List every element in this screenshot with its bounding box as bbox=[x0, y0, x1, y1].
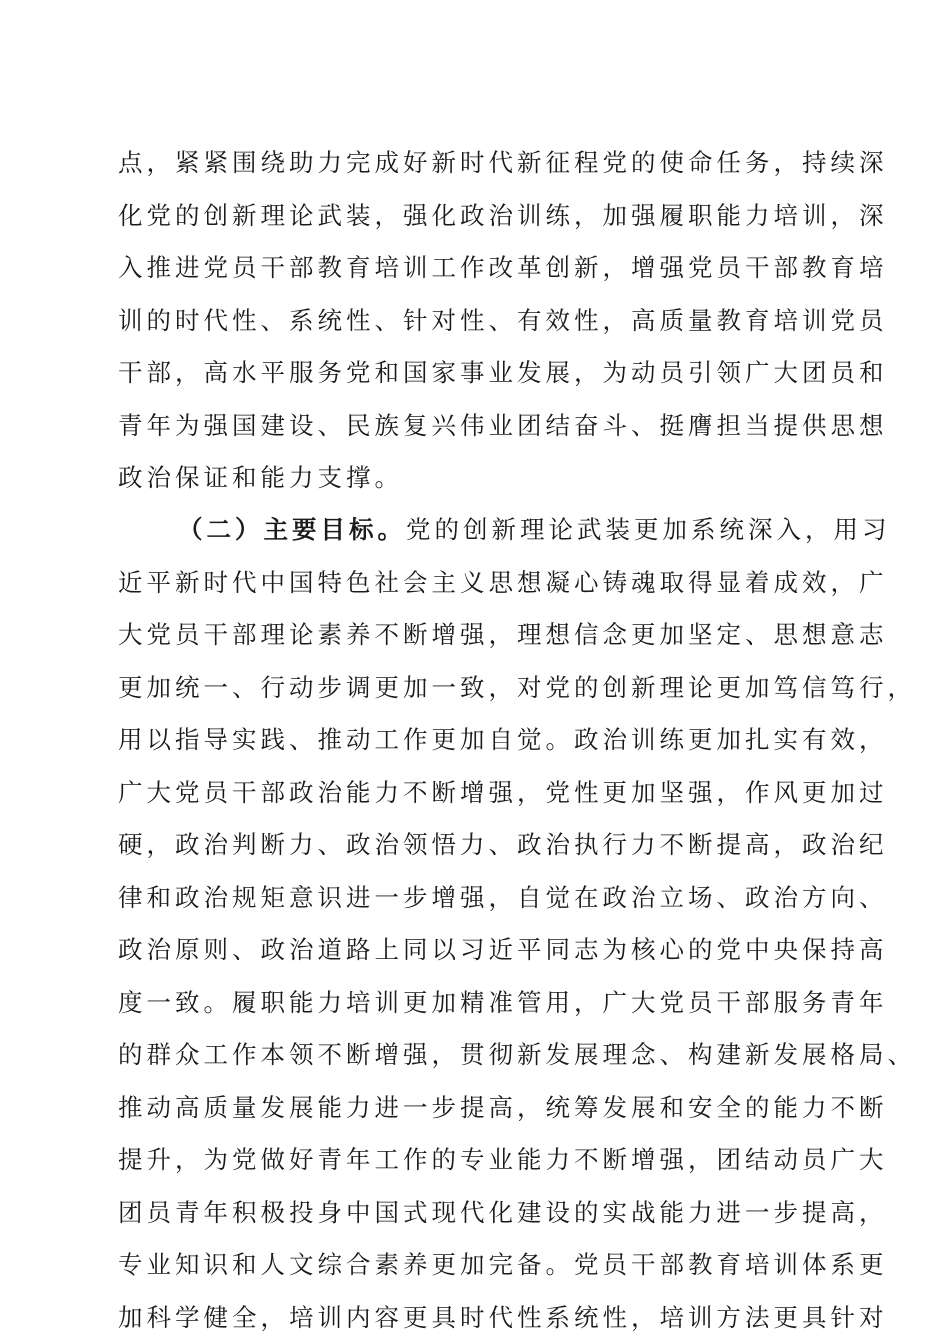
text-line: 律和政治规矩意识进一步增强，自觉在政治立场、政治方向、 bbox=[118, 883, 888, 912]
text-line: 化党的创新理论武装，强化政治训练，加强履职能力培训，深 bbox=[118, 201, 888, 230]
text-line: 训的时代性、系统性、针对性、有效性，高质量教育培训党员 bbox=[118, 306, 888, 335]
paragraph-2-first-line bbox=[178, 513, 891, 547]
text-line: 的群众工作本领不断增强，贯彻新发展理念、构建新发展格局、 bbox=[118, 1040, 916, 1069]
text-line: 更加统一、行动步调更加一致，对党的创新理论更加笃信笃行， bbox=[118, 673, 916, 702]
text-line: 广大党员干部政治能力不断增强，党性更加坚强，作风更加过 bbox=[118, 778, 888, 807]
text-line: 提升，为党做好青年工作的专业能力不断增强，团结动员广大 bbox=[118, 1145, 888, 1174]
section-heading: （二）主要目标。 bbox=[178, 515, 406, 544]
text-line: 硬，政治判断力、政治领悟力、政治执行力不断提高，政治纪 bbox=[118, 830, 888, 859]
text-line: 政治保证和能力支撑。 bbox=[118, 463, 403, 492]
text-line: 干部，高水平服务党和国家事业发展，为动员引领广大团员和 bbox=[118, 358, 888, 387]
text-line: 入推进党员干部教育培训工作改革创新，增强党员干部教育培 bbox=[118, 253, 888, 282]
text-line: 度一致。履职能力培训更加精准管用，广大党员干部服务青年 bbox=[118, 988, 888, 1017]
text-line: 团员青年积极投身中国式现代化建设的实战能力进一步提高， bbox=[118, 1198, 888, 1227]
text-line: 推动高质量发展能力进一步提高，统筹发展和安全的能力不断 bbox=[118, 1093, 888, 1122]
text-line: 政治原则、政治道路上同以习近平同志为核心的党中央保持高 bbox=[118, 935, 888, 964]
text-line: 青年为强国建设、民族复兴伟业团结奋斗、挺膺担当提供思想 bbox=[118, 411, 888, 440]
text-line: 加科学健全，培训内容更具时代性系统性，培训方法更具针对 bbox=[118, 1303, 888, 1332]
text-line: 大党员干部理论素养不断增强，理想信念更加坚定、思想意志 bbox=[118, 620, 888, 649]
text-line: 专业知识和人文综合素养更加完备。党员干部教育培训体系更 bbox=[118, 1250, 888, 1279]
text-line: 用以指导实践、推动工作更加自觉。政治训练更加扎实有效， bbox=[118, 725, 888, 754]
text-line: 点，紧紧围绕助力完成好新时代新征程党的使命任务，持续深 bbox=[118, 148, 888, 177]
text-line: 近平新时代中国特色社会主义思想凝心铸魂取得显着成效，广 bbox=[118, 568, 888, 597]
text-run: 党的创新理论武装更加系统深入，用习 bbox=[406, 515, 891, 544]
